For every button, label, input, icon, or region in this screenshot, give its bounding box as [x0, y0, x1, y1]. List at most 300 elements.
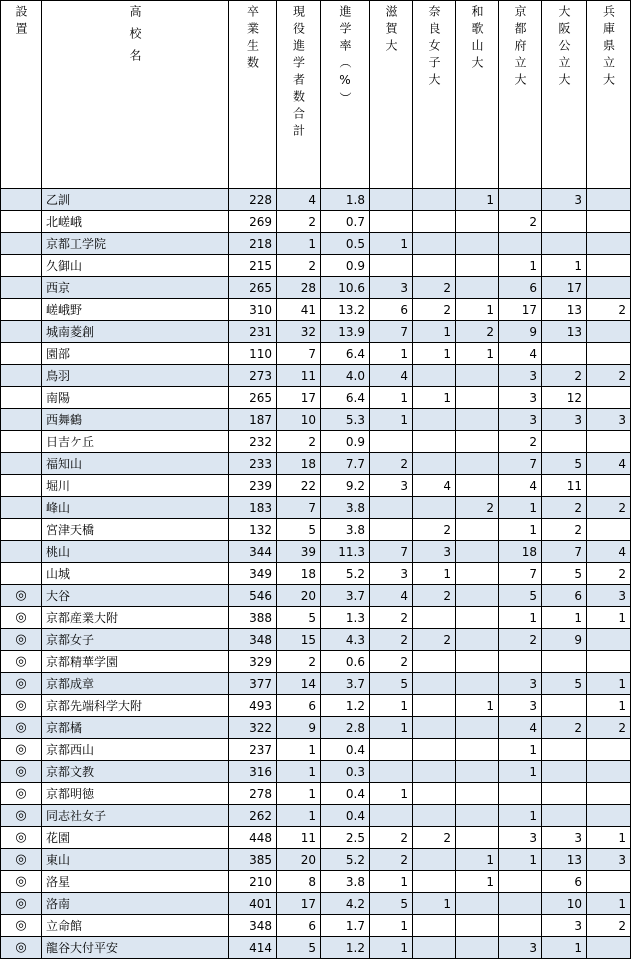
table-row [1, 805, 631, 827]
advance-rate-cell: 1.7 [321, 915, 370, 937]
wakayama-cell: 1 [456, 849, 499, 871]
nara-womens-cell [413, 717, 456, 739]
setti-cell [1, 563, 42, 585]
graduates-cell: 448 [229, 827, 277, 849]
shiga-cell: 1 [370, 717, 413, 739]
osaka-public-cell: 2 [542, 365, 587, 387]
graduates-cell: 239 [229, 475, 277, 497]
hyogo-pref-cell [587, 387, 631, 409]
advance-rate-cell: 3.7 [321, 585, 370, 607]
shiga-cell: 7 [370, 321, 413, 343]
school-name-cell: 日吉ケ丘 [42, 431, 229, 453]
shiga-cell: 2 [370, 849, 413, 871]
hyogo-pref-cell [587, 937, 631, 959]
hyogo-pref-cell: 2 [587, 563, 631, 585]
graduates-cell: 237 [229, 739, 277, 761]
advancers-cell: 22 [277, 475, 321, 497]
wakayama-cell [456, 915, 499, 937]
osaka-public-cell: 11 [542, 475, 587, 497]
graduates-cell: 215 [229, 255, 277, 277]
graduates-cell: 273 [229, 365, 277, 387]
setti-cell [1, 365, 42, 387]
setti-cell: ◎ [1, 651, 42, 673]
table-row [1, 453, 631, 475]
advancers-cell: 4 [277, 189, 321, 211]
nara-womens-cell: 4 [413, 475, 456, 497]
kyoto-pref-cell: 3 [499, 387, 542, 409]
advance-rate-cell: 3.8 [321, 871, 370, 893]
osaka-public-cell: 7 [542, 541, 587, 563]
school-name-cell: 京都成章 [42, 673, 229, 695]
advancers-cell: 10 [277, 409, 321, 431]
hyogo-pref-cell [587, 343, 631, 365]
graduates-cell: 385 [229, 849, 277, 871]
wakayama-cell [456, 739, 499, 761]
school-name-cell: 京都橘 [42, 717, 229, 739]
advance-rate-cell: 0.5 [321, 233, 370, 255]
table-row [1, 233, 631, 255]
school-name-cell: 堀川 [42, 475, 229, 497]
hyogo-pref-cell: 2 [587, 299, 631, 321]
wakayama-cell [456, 365, 499, 387]
shiga-cell [370, 497, 413, 519]
kyoto-pref-cell: 3 [499, 365, 542, 387]
table-row [1, 563, 631, 585]
graduates-cell: 414 [229, 937, 277, 959]
advancers-cell: 14 [277, 673, 321, 695]
setti-cell [1, 431, 42, 453]
header-graduates: 卒業生数 [229, 1, 277, 189]
header-osaka-public-univ: 大阪公立大 [542, 1, 587, 189]
nara-womens-cell [413, 783, 456, 805]
table-row [1, 849, 631, 871]
hyogo-pref-cell: 3 [587, 849, 631, 871]
hyogo-pref-cell [587, 651, 631, 673]
graduates-cell: 316 [229, 761, 277, 783]
setti-cell: ◎ [1, 629, 42, 651]
nara-womens-cell [413, 805, 456, 827]
nara-womens-cell: 3 [413, 541, 456, 563]
header-shiga-univ: 滋賀大 [370, 1, 413, 189]
hyogo-pref-cell [587, 255, 631, 277]
wakayama-cell [456, 475, 499, 497]
shiga-cell: 1 [370, 233, 413, 255]
hyogo-pref-cell: 1 [587, 893, 631, 915]
hyogo-pref-cell: 4 [587, 541, 631, 563]
hyogo-pref-cell [587, 629, 631, 651]
nara-womens-cell: 2 [413, 629, 456, 651]
school-name-cell: 園部 [42, 343, 229, 365]
table-row [1, 343, 631, 365]
advance-rate-cell: 3.8 [321, 519, 370, 541]
kyoto-pref-cell: 4 [499, 717, 542, 739]
hyogo-pref-cell [587, 211, 631, 233]
shiga-cell [370, 189, 413, 211]
setti-cell [1, 299, 42, 321]
wakayama-cell [456, 585, 499, 607]
advancers-cell: 8 [277, 871, 321, 893]
advancers-cell: 11 [277, 827, 321, 849]
advance-rate-cell: 1.2 [321, 695, 370, 717]
table-row [1, 519, 631, 541]
setti-cell: ◎ [1, 783, 42, 805]
school-name-cell: 北嵯峨 [42, 211, 229, 233]
advance-rate-cell: 10.6 [321, 277, 370, 299]
nara-womens-cell: 1 [413, 343, 456, 365]
advance-rate-cell: 0.4 [321, 783, 370, 805]
advance-rate-cell: 0.9 [321, 431, 370, 453]
advancers-cell: 1 [277, 739, 321, 761]
advance-rate-cell: 0.4 [321, 805, 370, 827]
shiga-cell: 5 [370, 893, 413, 915]
nara-womens-cell: 1 [413, 387, 456, 409]
wakayama-cell [456, 651, 499, 673]
advance-rate-cell: 2.5 [321, 827, 370, 849]
school-name-cell: 峰山 [42, 497, 229, 519]
osaka-public-cell [542, 431, 587, 453]
kyoto-pref-cell [499, 651, 542, 673]
graduates-cell: 183 [229, 497, 277, 519]
kyoto-pref-cell [499, 915, 542, 937]
osaka-public-cell: 1 [542, 255, 587, 277]
school-name-cell: 東山 [42, 849, 229, 871]
kyoto-pref-cell: 1 [499, 497, 542, 519]
advance-rate-cell: 1.2 [321, 937, 370, 959]
school-name-cell: 鳥羽 [42, 365, 229, 387]
osaka-public-cell: 6 [542, 871, 587, 893]
kyoto-pref-cell [499, 783, 542, 805]
setti-cell: ◎ [1, 717, 42, 739]
table-row [1, 761, 631, 783]
wakayama-cell [456, 453, 499, 475]
hyogo-pref-cell [587, 871, 631, 893]
hyogo-pref-cell: 2 [587, 497, 631, 519]
wakayama-cell [456, 893, 499, 915]
nara-womens-cell: 1 [413, 893, 456, 915]
graduates-cell: 231 [229, 321, 277, 343]
school-name-cell: 京都西山 [42, 739, 229, 761]
advancers-cell: 18 [277, 563, 321, 585]
kyoto-pref-cell: 1 [499, 849, 542, 871]
nara-womens-cell: 2 [413, 299, 456, 321]
shiga-cell: 5 [370, 673, 413, 695]
graduates-cell: 344 [229, 541, 277, 563]
osaka-public-cell: 12 [542, 387, 587, 409]
setti-cell [1, 211, 42, 233]
osaka-public-cell: 1 [542, 937, 587, 959]
shiga-cell: 2 [370, 827, 413, 849]
advance-rate-cell: 11.3 [321, 541, 370, 563]
advance-rate-cell: 0.3 [321, 761, 370, 783]
graduates-cell: 377 [229, 673, 277, 695]
school-name-cell: 同志社女子 [42, 805, 229, 827]
nara-womens-cell [413, 607, 456, 629]
shiga-cell: 2 [370, 651, 413, 673]
nara-womens-cell [413, 871, 456, 893]
kyoto-pref-cell: 3 [499, 827, 542, 849]
graduates-cell: 132 [229, 519, 277, 541]
setti-cell [1, 453, 42, 475]
osaka-public-cell [542, 343, 587, 365]
setti-cell: ◎ [1, 739, 42, 761]
hyogo-pref-cell [587, 519, 631, 541]
school-name-cell: 京都産業大附 [42, 607, 229, 629]
advancers-cell: 2 [277, 211, 321, 233]
hyogo-pref-cell: 1 [587, 827, 631, 849]
school-name-cell: 福知山 [42, 453, 229, 475]
setti-cell: ◎ [1, 761, 42, 783]
advance-rate-cell: 1.3 [321, 607, 370, 629]
header-wakayama-univ: 和歌山大 [456, 1, 499, 189]
advancers-cell: 20 [277, 849, 321, 871]
advance-rate-cell: 0.7 [321, 211, 370, 233]
school-name-cell: 京都工学院 [42, 233, 229, 255]
hyogo-pref-cell: 2 [587, 915, 631, 937]
graduates-cell: 218 [229, 233, 277, 255]
advance-rate-cell: 3.8 [321, 497, 370, 519]
table-row [1, 365, 631, 387]
shiga-cell: 1 [370, 409, 413, 431]
wakayama-cell [456, 717, 499, 739]
table-row [1, 915, 631, 937]
table-row [1, 189, 631, 211]
osaka-public-cell [542, 805, 587, 827]
wakayama-cell: 2 [456, 321, 499, 343]
kyoto-pref-cell: 5 [499, 585, 542, 607]
hyogo-pref-cell [587, 805, 631, 827]
shiga-cell: 1 [370, 871, 413, 893]
school-name-cell: 花園 [42, 827, 229, 849]
advance-rate-cell: 3.7 [321, 673, 370, 695]
osaka-public-cell: 3 [542, 409, 587, 431]
setti-cell: ◎ [1, 827, 42, 849]
graduates-cell: 265 [229, 387, 277, 409]
wakayama-cell: 1 [456, 695, 499, 717]
wakayama-cell [456, 629, 499, 651]
graduates-cell: 322 [229, 717, 277, 739]
kyoto-pref-cell [499, 189, 542, 211]
kyoto-pref-cell [499, 871, 542, 893]
school-name-cell: 京都明徳 [42, 783, 229, 805]
osaka-public-cell: 13 [542, 299, 587, 321]
school-name-cell: 京都精華学園 [42, 651, 229, 673]
hyogo-pref-cell: 1 [587, 695, 631, 717]
header-advance-rate: 進学率（%） [321, 1, 370, 189]
wakayama-cell [456, 563, 499, 585]
advancers-cell: 2 [277, 651, 321, 673]
osaka-public-cell [542, 695, 587, 717]
wakayama-cell: 2 [456, 497, 499, 519]
school-name-cell: 西京 [42, 277, 229, 299]
kyoto-pref-cell: 7 [499, 563, 542, 585]
table-row [1, 717, 631, 739]
osaka-public-cell: 2 [542, 519, 587, 541]
advance-rate-cell: 13.9 [321, 321, 370, 343]
wakayama-cell [456, 409, 499, 431]
osaka-public-cell: 6 [542, 585, 587, 607]
kyoto-pref-cell: 2 [499, 629, 542, 651]
school-name-cell: 洛星 [42, 871, 229, 893]
hyogo-pref-cell [587, 189, 631, 211]
shiga-cell: 1 [370, 387, 413, 409]
osaka-public-cell [542, 783, 587, 805]
nara-womens-cell: 2 [413, 585, 456, 607]
hyogo-pref-cell [587, 739, 631, 761]
advance-rate-cell: 5.2 [321, 563, 370, 585]
advancers-cell: 5 [277, 607, 321, 629]
nara-womens-cell [413, 651, 456, 673]
nara-womens-cell [413, 695, 456, 717]
kyoto-pref-cell: 18 [499, 541, 542, 563]
setti-cell: ◎ [1, 849, 42, 871]
header-nara-womens-univ: 奈良女子大 [413, 1, 456, 189]
nara-womens-cell: 1 [413, 321, 456, 343]
table-row [1, 585, 631, 607]
shiga-cell: 7 [370, 541, 413, 563]
table-row [1, 321, 631, 343]
graduates-cell: 348 [229, 915, 277, 937]
header-school-name: 高校名 [42, 1, 229, 189]
shiga-cell [370, 211, 413, 233]
advance-rate-cell: 6.4 [321, 343, 370, 365]
header-kyoto-pref-univ: 京都府立大 [499, 1, 542, 189]
wakayama-cell [456, 805, 499, 827]
nara-womens-cell [413, 915, 456, 937]
advance-rate-cell: 2.8 [321, 717, 370, 739]
nara-womens-cell: 1 [413, 563, 456, 585]
wakayama-cell: 1 [456, 871, 499, 893]
shiga-cell: 4 [370, 365, 413, 387]
shiga-cell: 1 [370, 937, 413, 959]
header-setti: 設置 [1, 1, 42, 189]
osaka-public-cell: 5 [542, 453, 587, 475]
advancers-cell: 15 [277, 629, 321, 651]
hyogo-pref-cell: 1 [587, 607, 631, 629]
hyogo-pref-cell [587, 761, 631, 783]
wakayama-cell [456, 519, 499, 541]
osaka-public-cell [542, 651, 587, 673]
setti-cell: ◎ [1, 893, 42, 915]
wakayama-cell: 1 [456, 189, 499, 211]
graduates-cell: 546 [229, 585, 277, 607]
kyoto-pref-cell: 3 [499, 695, 542, 717]
osaka-public-cell: 13 [542, 849, 587, 871]
shiga-cell [370, 431, 413, 453]
wakayama-cell: 1 [456, 299, 499, 321]
osaka-public-cell: 13 [542, 321, 587, 343]
school-name-cell: 洛南 [42, 893, 229, 915]
advance-rate-cell: 4.0 [321, 365, 370, 387]
setti-cell [1, 277, 42, 299]
graduates-cell: 228 [229, 189, 277, 211]
graduates-cell: 329 [229, 651, 277, 673]
osaka-public-cell: 9 [542, 629, 587, 651]
hyogo-pref-cell [587, 321, 631, 343]
header-advancers-total: 現役進学者数合計 [277, 1, 321, 189]
graduates-cell: 269 [229, 211, 277, 233]
shiga-cell: 2 [370, 607, 413, 629]
wakayama-cell [456, 827, 499, 849]
advancers-cell: 20 [277, 585, 321, 607]
advancers-cell: 32 [277, 321, 321, 343]
school-name-cell: 京都文教 [42, 761, 229, 783]
setti-cell: ◎ [1, 937, 42, 959]
osaka-public-cell [542, 233, 587, 255]
shiga-cell [370, 519, 413, 541]
nara-womens-cell [413, 497, 456, 519]
advance-rate-cell: 4.2 [321, 893, 370, 915]
advance-rate-cell: 9.2 [321, 475, 370, 497]
shiga-cell: 1 [370, 343, 413, 365]
graduates-cell: 278 [229, 783, 277, 805]
nara-womens-cell [413, 453, 456, 475]
graduates-cell: 401 [229, 893, 277, 915]
advancers-cell: 9 [277, 717, 321, 739]
graduates-cell: 388 [229, 607, 277, 629]
graduates-cell: 493 [229, 695, 277, 717]
table-row [1, 629, 631, 651]
wakayama-cell [456, 541, 499, 563]
shiga-cell: 3 [370, 277, 413, 299]
osaka-public-cell: 5 [542, 563, 587, 585]
shiga-cell: 1 [370, 915, 413, 937]
hyogo-pref-cell: 4 [587, 453, 631, 475]
osaka-public-cell: 3 [542, 827, 587, 849]
nara-womens-cell [413, 189, 456, 211]
shiga-cell: 1 [370, 695, 413, 717]
osaka-public-cell [542, 761, 587, 783]
nara-womens-cell [413, 365, 456, 387]
shiga-cell [370, 255, 413, 277]
table-row [1, 651, 631, 673]
advancers-cell: 1 [277, 233, 321, 255]
table-row [1, 673, 631, 695]
setti-cell [1, 233, 42, 255]
kyoto-pref-cell [499, 233, 542, 255]
osaka-public-cell: 2 [542, 497, 587, 519]
shiga-cell: 2 [370, 453, 413, 475]
hyogo-pref-cell [587, 783, 631, 805]
table-row [1, 871, 631, 893]
nara-womens-cell: 2 [413, 519, 456, 541]
nara-womens-cell: 2 [413, 827, 456, 849]
setti-cell [1, 497, 42, 519]
shiga-cell [370, 805, 413, 827]
table-row [1, 431, 631, 453]
setti-cell: ◎ [1, 607, 42, 629]
nara-womens-cell [413, 255, 456, 277]
school-name-cell: 山城 [42, 563, 229, 585]
osaka-public-cell: 17 [542, 277, 587, 299]
kyoto-pref-cell: 1 [499, 739, 542, 761]
table-row [1, 937, 631, 959]
kyoto-pref-cell: 1 [499, 607, 542, 629]
setti-cell [1, 409, 42, 431]
hyogo-pref-cell: 2 [587, 717, 631, 739]
school-name-cell: 京都女子 [42, 629, 229, 651]
advance-rate-cell: 5.3 [321, 409, 370, 431]
kyoto-pref-cell: 6 [499, 277, 542, 299]
shiga-cell: 3 [370, 563, 413, 585]
kyoto-pref-cell: 4 [499, 475, 542, 497]
school-name-cell: 立命館 [42, 915, 229, 937]
advance-rate-cell: 0.6 [321, 651, 370, 673]
wakayama-cell [456, 607, 499, 629]
setti-cell [1, 343, 42, 365]
kyoto-pref-cell: 1 [499, 255, 542, 277]
kyoto-pref-cell: 7 [499, 453, 542, 475]
setti-cell [1, 475, 42, 497]
